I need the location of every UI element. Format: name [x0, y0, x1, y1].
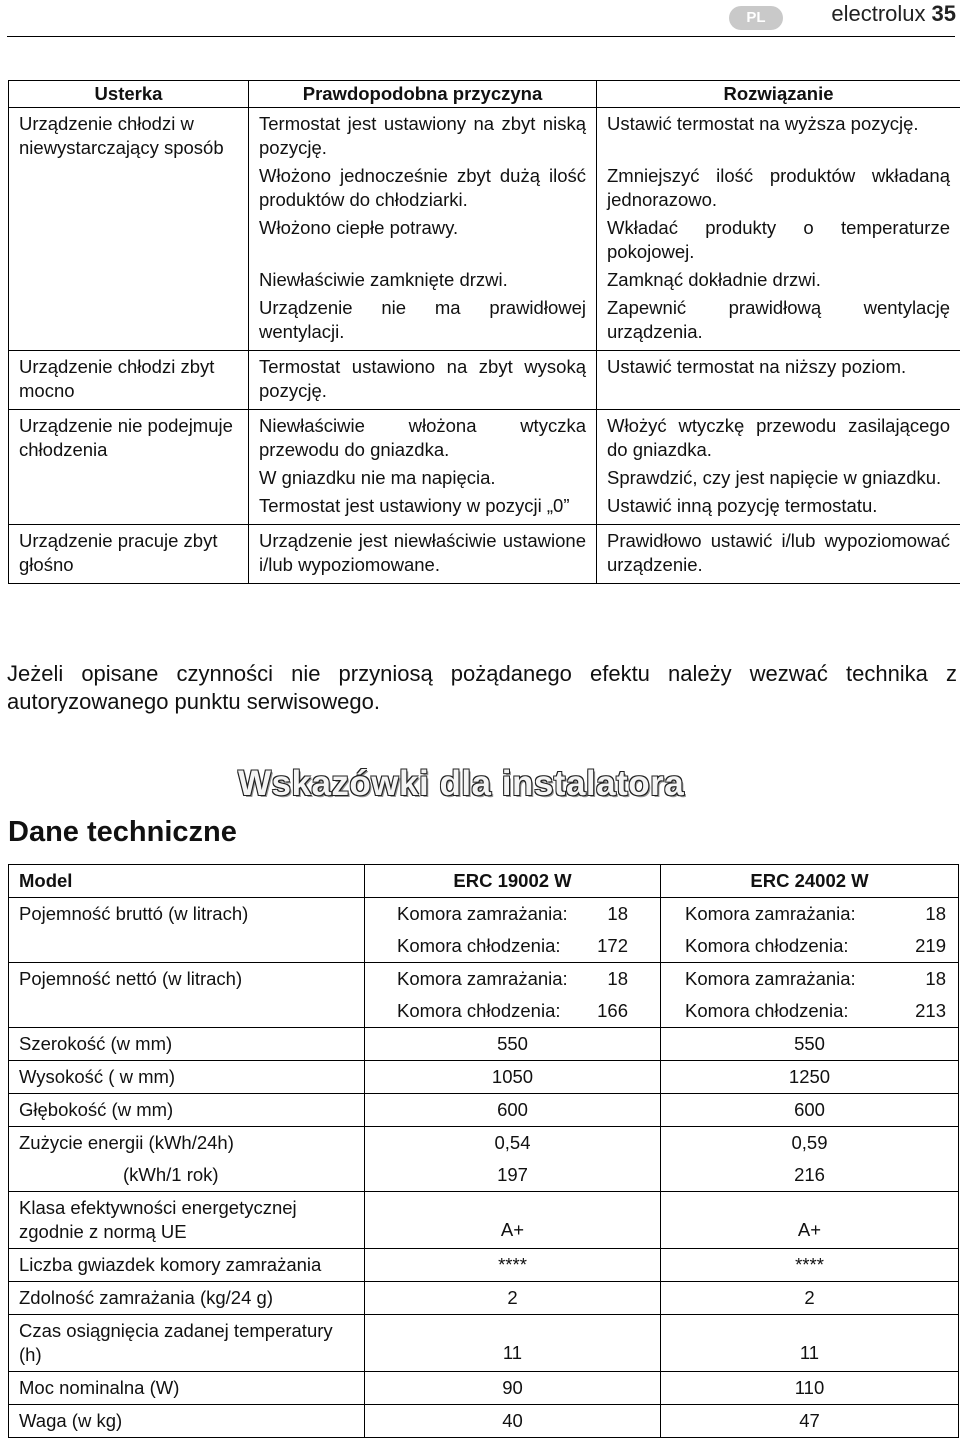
spec-value: Komora chłodzenia: 219 [661, 930, 959, 963]
solution-cell: Sprawdzić, czy jest napięcie w gniazdku. [597, 464, 960, 492]
spec-row [9, 1159, 959, 1192]
spec-value: 2 [661, 1282, 959, 1315]
language-badge: PL [729, 6, 783, 30]
header-solution: Rozwiązanie [597, 81, 960, 108]
page-header [0, 0, 960, 36]
cause-cell: Termostat ustawiono na zbyt wysoką pozycję. [249, 351, 597, 410]
solution-cell: Zmniejszyć ilość produktów wkładaną jednorazowo. [597, 162, 960, 214]
spec-value: Komora zamrażania: 18 [365, 898, 661, 931]
solution-cell: Prawidłowo ustawić i/lub wypoziomować urządzenie. [597, 525, 960, 584]
spec-row [9, 1061, 959, 1094]
cause-cell: Termostat jest ustawiony na zbyt niską pozycję. [249, 108, 597, 163]
cause-cell: Urządzenie nie ma prawidłowej wentylacji. [249, 294, 597, 351]
spec-value: 216 [661, 1159, 959, 1192]
spec-value: **** [365, 1249, 661, 1282]
freezer-label: Komora zamrażania: [397, 967, 568, 991]
spec-label: Wysokość ( w mm) [9, 1061, 365, 1094]
spec-row [9, 1282, 959, 1315]
solution-cell: Ustawić inną pozycję termostatu. [597, 492, 960, 525]
spec-value: 550 [661, 1028, 959, 1061]
header-fault: Usterka [9, 81, 249, 108]
spec-value: 550 [365, 1028, 661, 1061]
spec-value: 0,59 [661, 1127, 959, 1160]
cause-cell: Niewłaściwie zamknięte drzwi. [249, 266, 597, 294]
spec-row [9, 963, 959, 996]
spec-value: 47 [661, 1405, 959, 1438]
troubleshooting-table [8, 80, 960, 584]
spec-value: 197 [365, 1159, 661, 1192]
spec-value: Komora zamrażania: 18 [365, 963, 661, 996]
spec-label: Czas osiągnięcia zadanej temperatury (h) [9, 1315, 365, 1372]
header-model-1: ERC 19002 W [365, 865, 661, 898]
spec-label: Głębokość (w mm) [9, 1094, 365, 1127]
spec-value: A+ [365, 1192, 661, 1249]
spec-label: Pojemność nettó (w litrach) [9, 963, 365, 1028]
page-number: 35 [932, 1, 956, 26]
fault-cell: Urządzenie chłodzi zbyt mocno [9, 351, 249, 410]
spec-value: 600 [365, 1094, 661, 1127]
spec-label: Pojemność bruttó (w litrach) [9, 898, 365, 963]
fault-cell: Urządzenie pracuje zbyt głośno [9, 525, 249, 584]
spec-value: Komora zamrażania: 18 [661, 963, 959, 996]
tech-data-heading: Dane techniczne [8, 816, 237, 849]
cause-cell: Włożono ciepłe potrawy. [249, 214, 597, 266]
freezer-label: Komora zamrażania: [397, 902, 568, 926]
solution-cell: Włożyć wtyczkę przewodu zasilającego do gniazdka. [597, 410, 960, 465]
table-row [9, 351, 960, 410]
header-model: Model [9, 865, 365, 898]
spec-row [9, 1192, 959, 1249]
service-note: Jeżeli opisane czynności nie przyniosą pożądanego efektu należy wezwać technika z autoryzowanego punktu serwisowego. [7, 660, 957, 716]
fridge-label: Komora chłodzenia: [685, 999, 849, 1023]
spec-value: 11 [661, 1315, 959, 1372]
spec-label: (kWh/1 rok) [9, 1159, 365, 1192]
spec-row [9, 1405, 959, 1438]
cause-cell: W gniazdku nie ma napięcia. [249, 464, 597, 492]
spec-value: Komora chłodzenia: 166 [365, 995, 661, 1028]
header-rule [7, 36, 955, 37]
spec-row [9, 898, 959, 931]
header-model-2: ERC 24002 W [661, 865, 959, 898]
spec-row [9, 1028, 959, 1061]
spec-label: Waga (w kg) [9, 1405, 365, 1438]
spec-label: Moc nominalna (W) [9, 1372, 365, 1405]
spec-label: Klasa efektywności energetycznej zgodnie z normą UE [9, 1192, 365, 1249]
spec-value: 110 [661, 1372, 959, 1405]
table-row [9, 108, 960, 163]
spec-label: Zużycie energii (kWh/24h) [9, 1127, 365, 1160]
table-header-row [9, 81, 960, 108]
table-row [9, 410, 960, 465]
spec-value: 1250 [661, 1061, 959, 1094]
spec-label: Szerokość (w mm) [9, 1028, 365, 1061]
solution-cell: Ustawić termostat na wyższa pozycję. [597, 108, 960, 163]
spec-header-row [9, 865, 959, 898]
spec-value: **** [661, 1249, 959, 1282]
spec-value: Komora chłodzenia: 213 [661, 995, 959, 1028]
cause-cell: Włożono jednocześnie zbyt dużą ilość produktów do chłodziarki. [249, 162, 597, 214]
spec-row [9, 1315, 959, 1372]
cause-cell: Niewłaściwie włożona wtyczka przewodu do gniazdka. [249, 410, 597, 465]
spec-row [9, 1094, 959, 1127]
fault-cell: Urządzenie nie podejmuje chłodzenia [9, 410, 249, 525]
fridge-label: Komora chłodzenia: [685, 934, 849, 958]
installer-heading: Wskazówki dla instalatora [238, 764, 684, 804]
spec-value: 600 [661, 1094, 959, 1127]
spec-value: 11 [365, 1315, 661, 1372]
fridge-label: Komora chłodzenia: [397, 999, 561, 1023]
fault-cell: Urządzenie chłodzi w niewystarczający sposób [9, 108, 249, 351]
solution-cell: Wkładać produkty o temperaturze pokojowej. [597, 214, 960, 266]
spec-value: 0,54 [365, 1127, 661, 1160]
spec-value: 1050 [365, 1061, 661, 1094]
spec-value: 2 [365, 1282, 661, 1315]
spec-label: Liczba gwiazdek komory zamrażania [9, 1249, 365, 1282]
header-cause: Prawdopodobna przyczyna [249, 81, 597, 108]
spec-row [9, 1372, 959, 1405]
solution-cell: Ustawić termostat na niższy poziom. [597, 351, 960, 410]
spec-row [9, 1127, 959, 1160]
solution-cell: Zapewnić prawidłową wentylację urządzenia. [597, 294, 960, 351]
brand-name: electrolux [831, 1, 925, 26]
cause-cell: Termostat jest ustawiony w pozycji „0” [249, 492, 597, 525]
spec-value: Komora chłodzenia: 172 [365, 930, 661, 963]
freezer-label: Komora zamrażania: [685, 902, 856, 926]
freezer-label: Komora zamrażania: [685, 967, 856, 991]
spec-value: 40 [365, 1405, 661, 1438]
spec-value: 90 [365, 1372, 661, 1405]
cause-cell: Urządzenie jest niewłaściwie ustawione i/lub wypoziomowane. [249, 525, 597, 584]
spec-value: Komora zamrażania: 18 [661, 898, 959, 931]
spec-table [8, 864, 959, 1438]
fridge-label: Komora chłodzenia: [397, 934, 561, 958]
spec-label: Zdolność zamrażania (kg/24 g) [9, 1282, 365, 1315]
table-row [9, 525, 960, 584]
spec-row [9, 1249, 959, 1282]
brand-and-page [831, 1, 956, 27]
solution-cell: Zamknąć dokładnie drzwi. [597, 266, 960, 294]
spec-value: A+ [661, 1192, 959, 1249]
